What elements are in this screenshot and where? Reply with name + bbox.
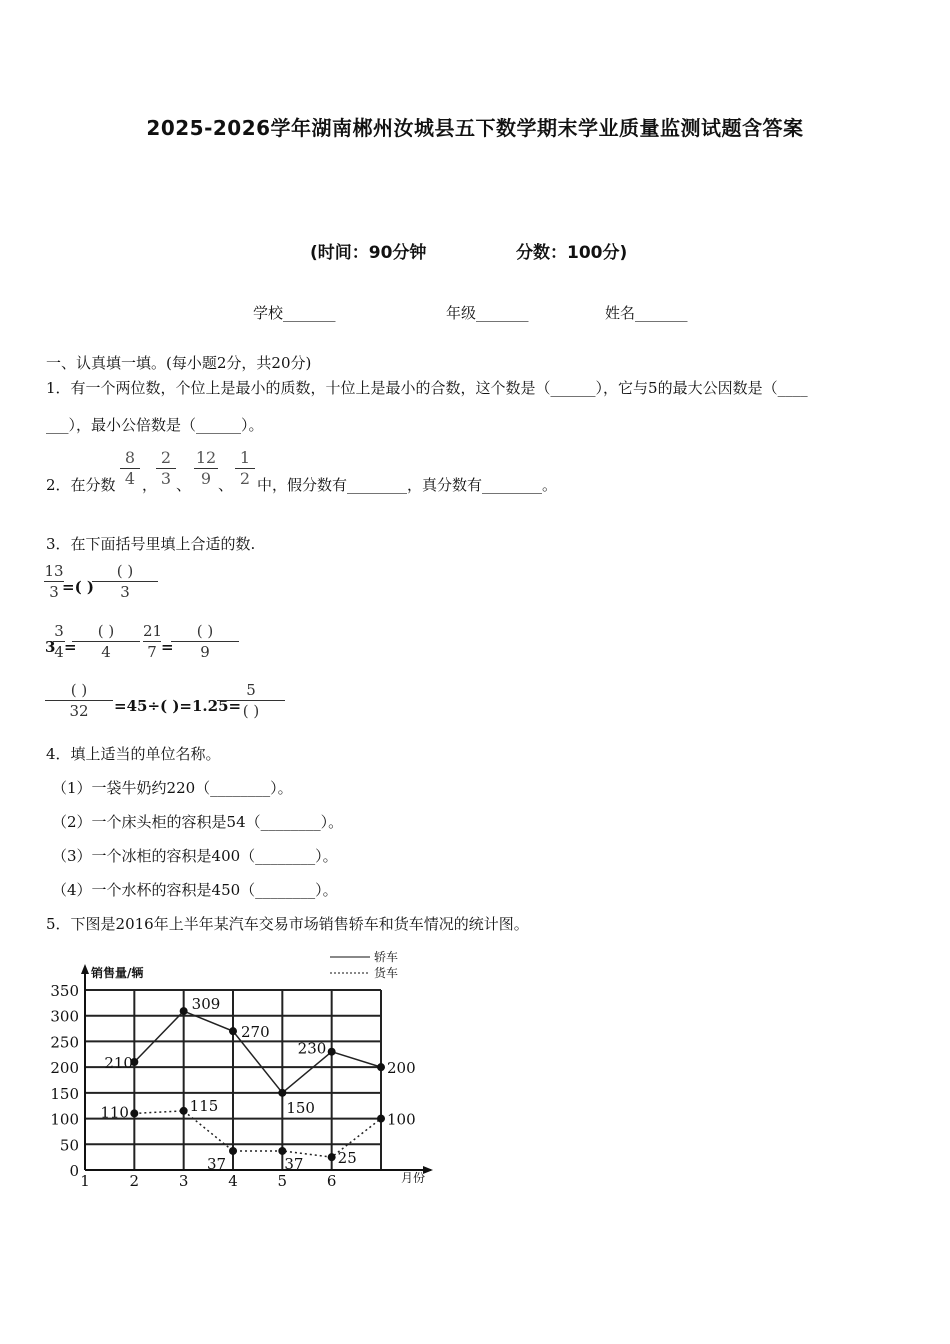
q3-r2-frac3-den: 7 (147, 643, 157, 661)
q3-r2-frac2-num: ( ) (97, 622, 115, 640)
data-point-car (229, 1027, 237, 1035)
question-3-text: 3．在下面括号里填上合适的数. (46, 535, 256, 553)
sales-line-chart (40, 945, 460, 1195)
legend-car-label: 轿车 (374, 950, 399, 964)
q3-r1-frac2[interactable] (92, 562, 158, 601)
x-tick-label: 4 (228, 1172, 238, 1190)
y-axis-label: 销售量/辆 (91, 966, 144, 980)
q3-r1-frac2-num: ( ) (116, 562, 134, 580)
y-tick-label: 250 (50, 1033, 79, 1052)
data-point-truck (278, 1147, 286, 1155)
q3-r1-frac (44, 562, 64, 601)
question-1-line2: ___），最小公倍数是（______）。 (46, 416, 264, 434)
data-label-car: 230 (297, 1039, 327, 1058)
q2-fraction-2 (156, 449, 176, 488)
data-point-truck (180, 1107, 188, 1115)
x-tick-label: 3 (178, 1172, 189, 1190)
y-tick-label: 50 (59, 1136, 79, 1155)
data-point-truck (328, 1153, 336, 1161)
question-4-text: 4．填上适当的单位名称。 (46, 745, 221, 763)
q3-r2-whole: 3 (45, 638, 56, 656)
q2-fraction-4-num: 1 (239, 448, 251, 467)
q3-r1-frac-den: 3 (49, 583, 59, 601)
data-point-car (328, 1048, 336, 1056)
section-heading: 一、认真填一填。(每小题2分，共20分) (46, 354, 312, 372)
data-point-car (377, 1063, 385, 1071)
q4-item-1[interactable]: （1）一袋牛奶约220（________）。 (52, 779, 293, 797)
q2-sep-2: 、 (176, 476, 192, 494)
data-label-car: 309 (191, 995, 221, 1014)
data-point-truck (377, 1115, 385, 1123)
legend-truck-label: 货车 (374, 966, 399, 980)
q2-fraction-2-num: 2 (160, 448, 172, 467)
q2-fraction-4 (235, 449, 255, 488)
q3-r1-frac2-den: 3 (120, 583, 130, 601)
y-tick-label: 200 (50, 1059, 79, 1078)
q3-r2-eq: = (64, 638, 77, 656)
q3-r2-frac-num: 3 (54, 622, 64, 640)
x-tick-label: 6 (326, 1172, 337, 1190)
data-label-truck: 25 (337, 1149, 357, 1168)
y-tick-label: 150 (50, 1084, 79, 1103)
q3-r3-frac[interactable] (45, 681, 113, 720)
q3-r3-frac-num: ( ) (70, 681, 88, 699)
q3-r3-frac2[interactable] (217, 681, 285, 720)
y-tick-label: 0 (69, 1162, 79, 1180)
q3-r1-eq[interactable]: =( ) (62, 578, 94, 596)
x-tick-label: 2 (129, 1172, 140, 1190)
q2-sep-3: 、 (218, 476, 234, 494)
q3-r3-frac2-den: ( ) (242, 702, 260, 720)
question-2-suffix: 中，假分数有________，真分数有________。 (257, 476, 558, 494)
q2-fraction-4-den: 2 (239, 469, 251, 488)
data-label-car: 210 (104, 1054, 133, 1072)
data-point-car (180, 1007, 188, 1015)
q3-r2-frac2-den: 4 (101, 643, 111, 661)
q3-r3-frac-den: 32 (69, 702, 89, 720)
q3-r1-frac-num: 13 (44, 562, 64, 580)
q4-item-3[interactable]: （3）一个冰柜的容积是400（________）。 (52, 847, 338, 865)
question-1-line1: 1．有一个两位数，个位上是最小的质数，十位上是最小的合数，这个数是（______），它与5的最大公因数是（____ (46, 379, 808, 397)
q4-item-2[interactable]: （2）一个床头柜的容积是54（________）。 (52, 813, 344, 831)
grade-field[interactable]: 年级_______ (446, 304, 529, 322)
q4-item-4[interactable]: （4）一个水杯的容积是450（________）。 (52, 881, 338, 899)
q2-fraction-3 (194, 449, 218, 488)
q2-fraction-3-num: 12 (195, 448, 217, 467)
q3-r2-frac-den: 4 (54, 643, 64, 661)
q3-r2-frac3 (143, 622, 161, 661)
y-tick-label: 300 (50, 1007, 79, 1026)
question-5-text: 5．下图是2016年上半年某汽车交易市场销售轿车和货车情况的统计图。 (46, 915, 529, 933)
name-field[interactable]: 姓名_______ (605, 304, 688, 322)
q3-r3-mid[interactable]: =45÷( )=1.25= (114, 697, 242, 715)
q2-fraction-1-num: 8 (124, 448, 136, 467)
q3-r3-frac2-num: 5 (246, 681, 256, 699)
y-tick-label: 350 (50, 982, 79, 1000)
data-label-car: 200 (387, 1059, 416, 1078)
data-label-truck: 37 (207, 1154, 227, 1173)
page-title: 2025-2026学年湖南郴州汝城县五下数学期末学业质量监测试题含答案 (146, 116, 804, 140)
q2-fraction-1-den: 4 (124, 469, 136, 488)
q2-fraction-1 (120, 449, 140, 488)
y-tick-label: 100 (50, 1110, 79, 1129)
q2-sep-1: ， (142, 476, 158, 494)
data-label-car: 150 (286, 1098, 315, 1117)
data-point-car (278, 1089, 286, 1097)
q3-r2-frac4-num: ( ) (196, 622, 214, 640)
y-axis-arrow (81, 964, 89, 974)
q3-r2-frac3-num: 21 (143, 622, 163, 640)
data-label-truck: 100 (387, 1110, 416, 1129)
q3-r2-eq2: = (161, 638, 174, 656)
q3-r2-frac2[interactable] (72, 622, 140, 661)
x-tick-label: 5 (277, 1172, 288, 1190)
exam-time: (时间：90分钟 (310, 243, 427, 263)
question-2-prefix: 2．在分数 (46, 476, 116, 494)
data-point-truck (130, 1109, 138, 1117)
x-tick-label: 1 (80, 1172, 90, 1190)
data-label-car: 270 (241, 1023, 270, 1042)
school-field[interactable]: 学校_______ (253, 304, 336, 322)
x-axis-label: 月份 (401, 1171, 426, 1185)
q3-r2-frac4-den: 9 (200, 643, 210, 661)
data-point-truck (229, 1147, 237, 1155)
exam-score: 分数：100分) (516, 243, 628, 263)
data-label-truck: 115 (189, 1096, 219, 1115)
data-label-truck: 110 (100, 1103, 129, 1122)
q2-fraction-3-den: 9 (200, 469, 212, 488)
data-label-truck: 37 (284, 1154, 304, 1173)
q3-r2-frac4[interactable] (171, 622, 239, 661)
q2-fraction-2-den: 3 (160, 469, 172, 488)
